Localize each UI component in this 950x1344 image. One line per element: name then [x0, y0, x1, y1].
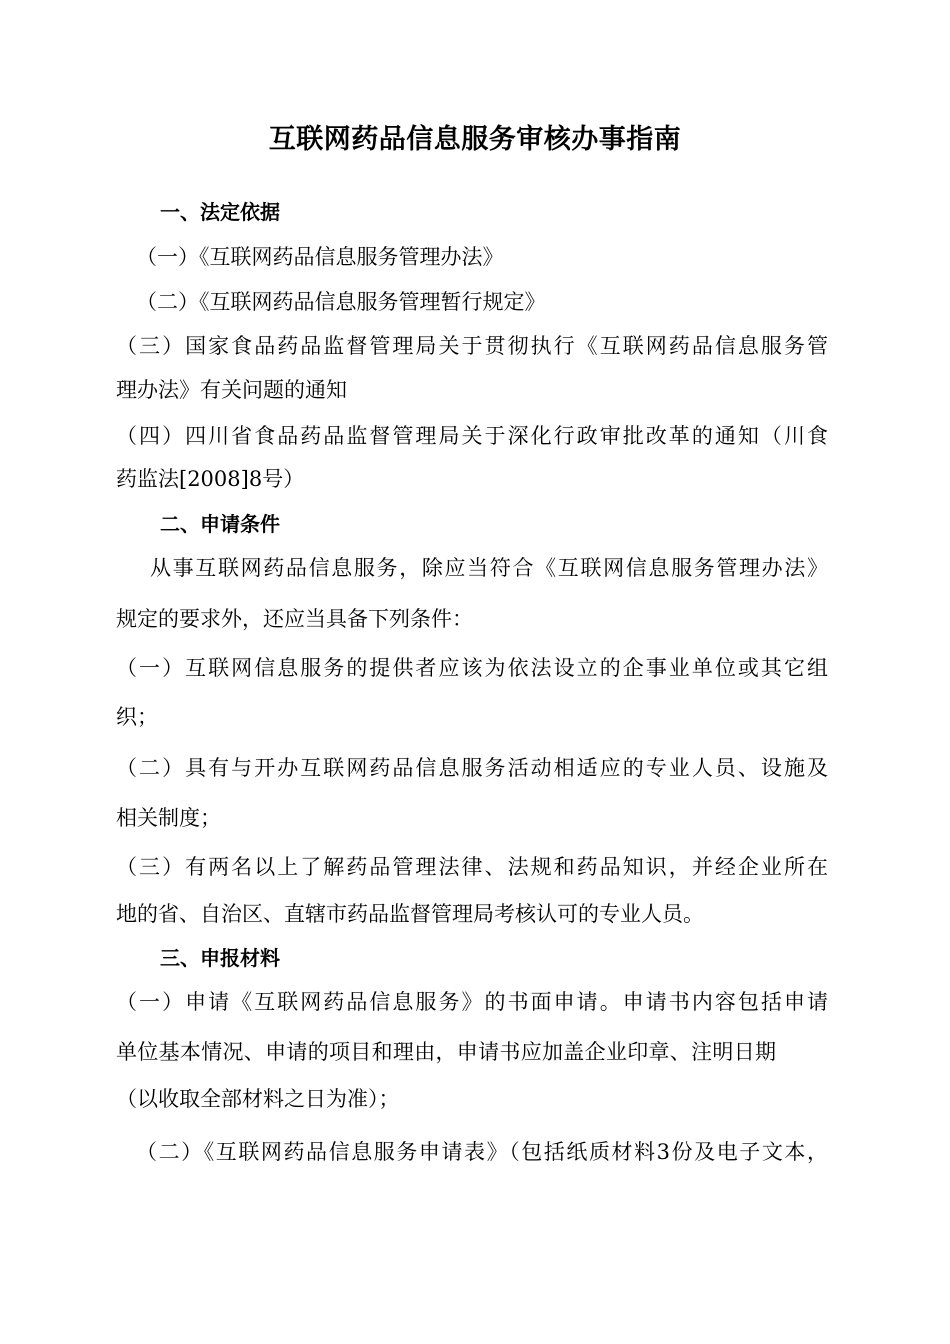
condition-1-line-2: 织；: [116, 705, 158, 729]
materials-item-1-line-1: （一）申请《互联网药品信息服务》的书面申请。申请书内容包括申请: [116, 990, 828, 1014]
condition-1-line-1: （一）互联网信息服务的提供者应该为依法设立的企事业单位或其它组: [116, 656, 828, 680]
materials-item-2-line-1: （二）《互联网药品信息服务申请表》（包括纸质材料3份及电子文本，: [136, 1140, 828, 1164]
legal-basis-item-4-line-2: 药监法[2008]8号）: [116, 467, 305, 491]
legal-basis-item-2: （二）《互联网药品信息服务管理暂行规定》: [136, 290, 546, 314]
conditions-intro-line-2: 规定的要求外，还应当具备下列条件：: [116, 607, 473, 631]
condition-3-line-2: 地的省、自治区、直辖市药品监督管理局考核认可的专业人员。: [116, 902, 704, 926]
condition-2-line-2: 相关制度；: [116, 806, 221, 830]
materials-item-1-line-2: 单位基本情况、申请的项目和理由，申请书应加盖企业印章、注明日期: [116, 1040, 777, 1064]
document-title: 互联网药品信息服务审核办事指南: [268, 124, 682, 155]
legal-basis-item-3-line-1: （三）国家食品药品监督管理局关于贯彻执行《互联网药品信息服务管: [116, 334, 828, 358]
legal-basis-item-3-line-2: 理办法》有关问题的通知: [116, 378, 347, 402]
legal-basis-item-1: （一）《互联网药品信息服务管理办法》: [136, 245, 504, 269]
condition-2-line-1: （二）具有与开办互联网药品信息服务活动相适应的专业人员、设施及: [116, 756, 828, 780]
section-heading-materials: 三、申报材料: [160, 946, 280, 970]
materials-item-1-line-3: （以收取全部材料之日为准）；: [116, 1087, 400, 1111]
legal-basis-item-4-line-1: （四）四川省食品药品监督管理局关于深化行政审批改革的通知（川食: [116, 424, 828, 448]
section-heading-legal-basis: 一、法定依据: [160, 200, 280, 224]
section-heading-conditions: 二、申请条件: [160, 512, 280, 536]
condition-3-line-1: （三）有两名以上了解药品管理法律、法规和药品知识，并经企业所在: [116, 855, 828, 879]
conditions-intro-line-1: 从事互联网药品信息服务，除应当符合《互联网信息服务管理办法》: [150, 556, 828, 580]
